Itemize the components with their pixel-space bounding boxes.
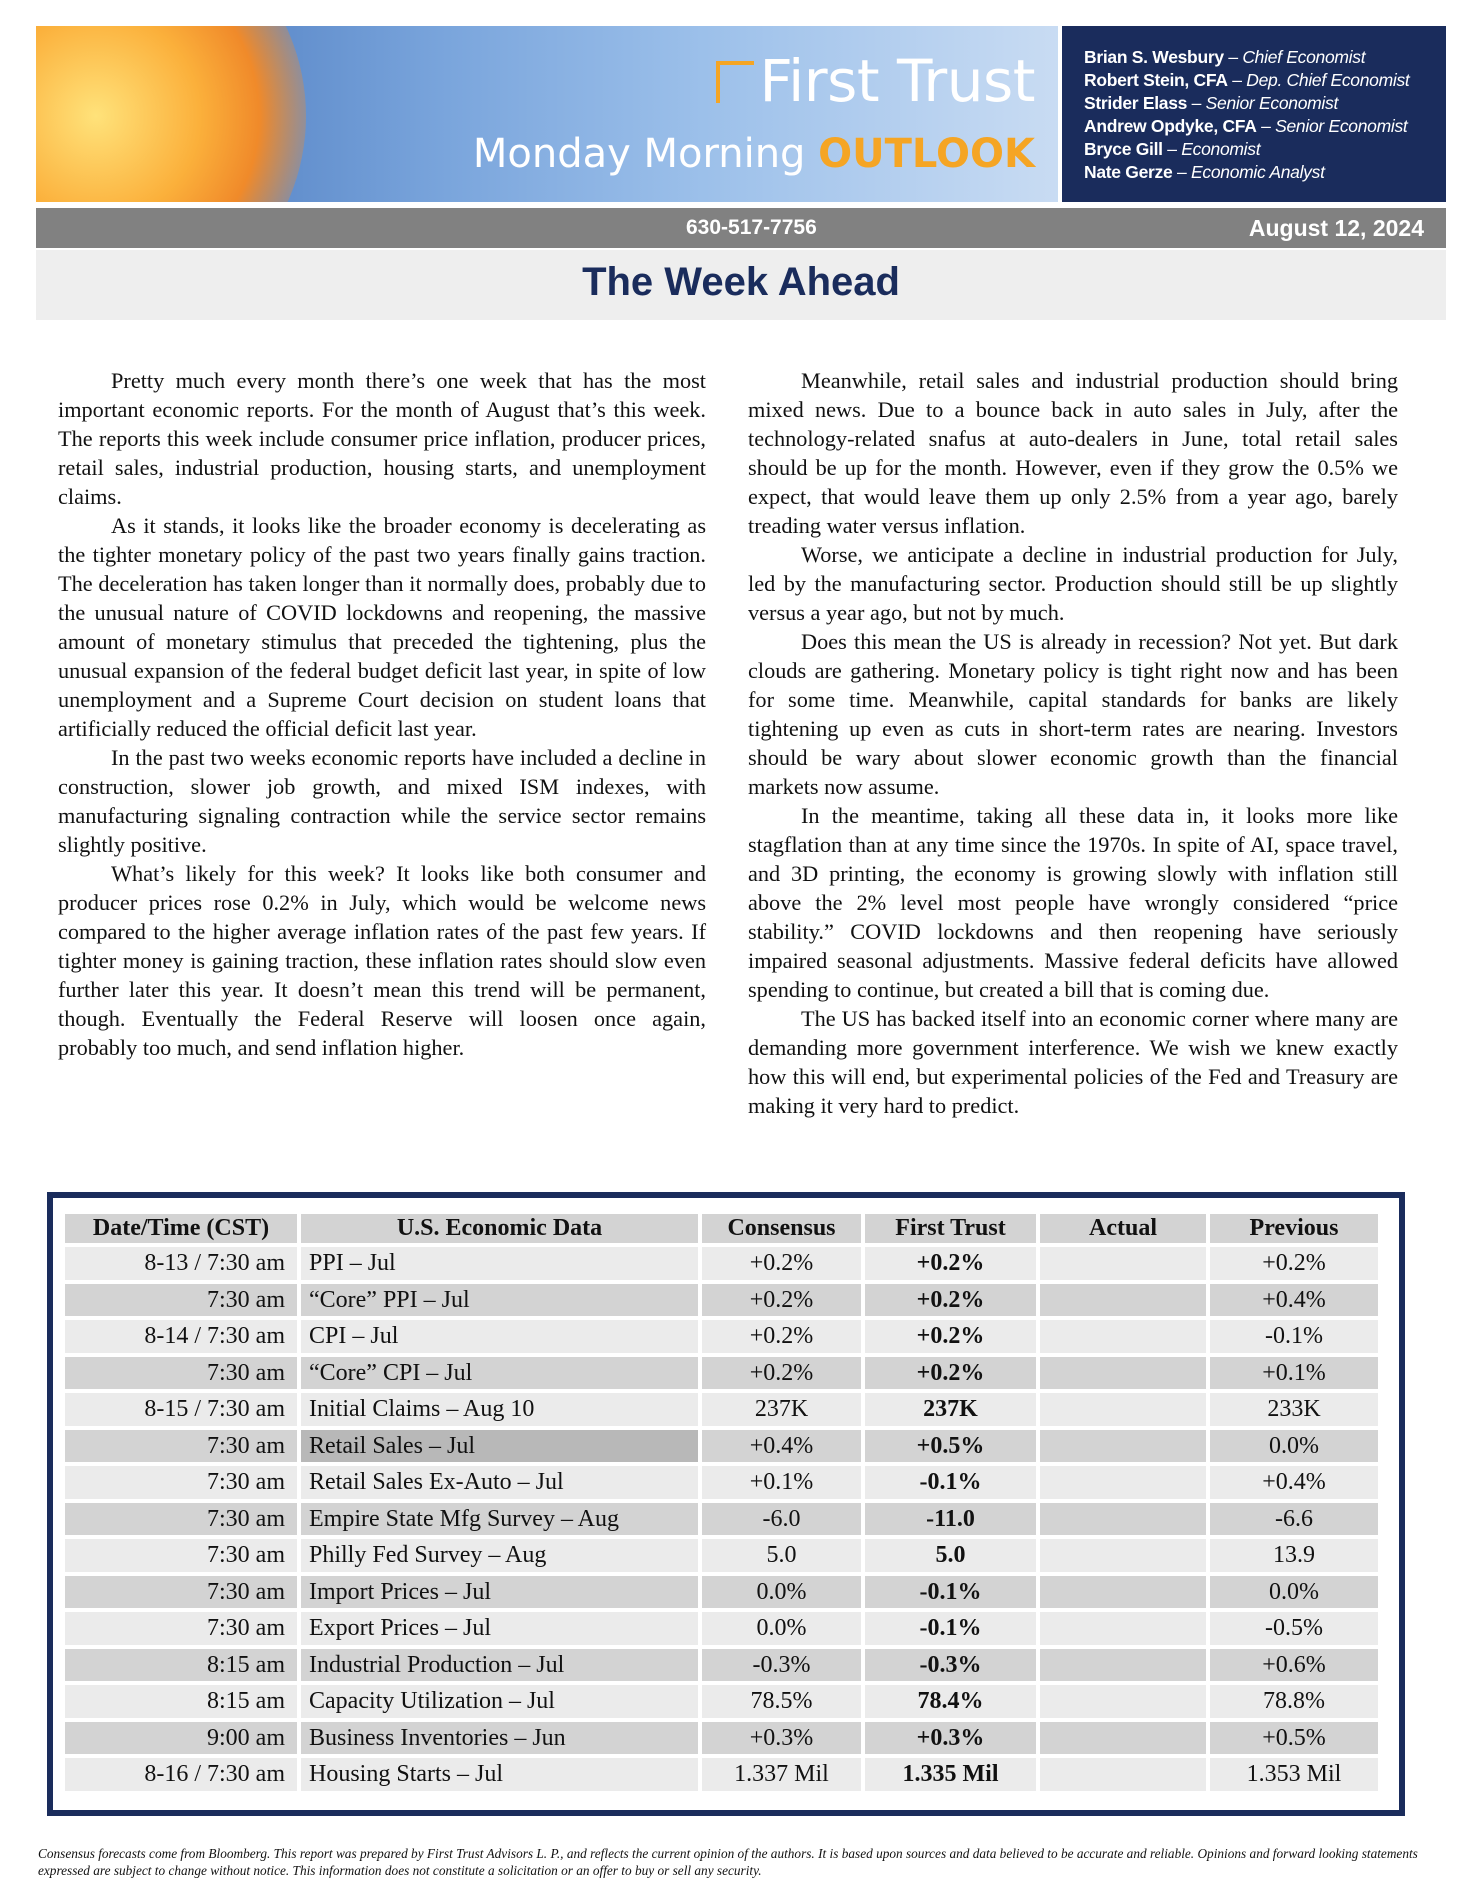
table-row	[65, 1320, 1378, 1353]
col-header-previous: Previous	[1210, 1214, 1378, 1243]
cell-first-trust: 5.0	[865, 1539, 1036, 1572]
cell-indicator: PPI – Jul	[301, 1247, 698, 1280]
cell-indicator: “Core” CPI – Jul	[301, 1357, 698, 1390]
cell-first-trust: +0.2%	[865, 1284, 1036, 1317]
page-title: The Week Ahead	[582, 260, 900, 304]
cell-datetime: 7:30 am	[65, 1284, 297, 1317]
staff-role: Senior Economist	[1275, 116, 1408, 136]
cell-previous: 233K	[1210, 1393, 1378, 1426]
staff-role: Economist	[1181, 139, 1261, 159]
cell-actual	[1040, 1503, 1206, 1536]
cell-datetime: 9:00 am	[65, 1722, 297, 1755]
cell-actual	[1040, 1649, 1206, 1682]
cell-datetime: 8-15 / 7:30 am	[65, 1393, 297, 1426]
staff-member	[1084, 115, 1446, 138]
cell-consensus: -6.0	[702, 1503, 861, 1536]
staff-name: Bryce Gill	[1084, 139, 1163, 159]
cell-datetime: 7:30 am	[65, 1430, 297, 1463]
staff-role: Economic Analyst	[1191, 162, 1325, 182]
cell-previous: +0.4%	[1210, 1466, 1378, 1499]
economic-calendar-table	[61, 1210, 1382, 1795]
cell-actual	[1040, 1466, 1206, 1499]
table-row	[65, 1430, 1378, 1463]
economic-calendar-box	[47, 1192, 1405, 1816]
cell-indicator: Import Prices – Jul	[301, 1576, 698, 1609]
table-row	[65, 1649, 1378, 1682]
header-banner	[36, 26, 1063, 202]
cell-datetime: 7:30 am	[65, 1466, 297, 1499]
cell-indicator: Initial Claims – Aug 10	[301, 1393, 698, 1426]
col-header-first-trust: First Trust	[865, 1214, 1036, 1243]
publication-name: Monday Morning OUTLOOK	[472, 131, 1035, 177]
cell-datetime: 8:15 am	[65, 1685, 297, 1718]
cell-consensus: 0.0%	[702, 1612, 861, 1645]
cell-datetime: 8:15 am	[65, 1649, 297, 1682]
table-header-row	[65, 1214, 1378, 1243]
staff-name: Robert Stein, CFA	[1084, 70, 1228, 90]
staff-role: Chief Economist	[1242, 47, 1366, 67]
col-header-data: U.S. Economic Data	[301, 1214, 698, 1243]
logo	[716, 47, 1035, 115]
disclaimer: Consensus forecasts come from Bloomberg. This report was prepared by First Trust Advisors L. P., and reflects the current opinion of the authors. It is based upon sources and data believed to be accurate and reliable. Opinions and forward looking statements expressed are subject to change without notice. This information does not constitute a solicitation or an offer to buy or sell any security.	[38, 1846, 1418, 1878]
cell-indicator: Philly Fed Survey – Aug	[301, 1539, 698, 1572]
table-row	[65, 1722, 1378, 1755]
paragraph: Meanwhile, retail sales and industrial production should bring mixed news. Due to a bounce back in auto sales in July, after the technology-related snafus at auto-dealers in June, total retail sales should be up for the month. However, even if they grow the 0.5% we expect, that would leave them up only 2.5% from a year ago, barely treading water versus inflation.	[748, 368, 1398, 538]
cell-datetime: 8-13 / 7:30 am	[65, 1247, 297, 1280]
cell-indicator: Capacity Utilization – Jul	[301, 1685, 698, 1718]
staff-role: Dep. Chief Economist	[1246, 70, 1410, 90]
cell-indicator: Business Inventories – Jun	[301, 1722, 698, 1755]
cell-previous: +0.1%	[1210, 1357, 1378, 1390]
issue-date: August 12, 2024	[1248, 215, 1424, 241]
staff-member	[1084, 161, 1446, 184]
cell-first-trust: +0.5%	[865, 1430, 1036, 1463]
paragraph: What’s likely for this week? It looks like both consumer and producer prices rose 0.2% in July, which would be welcome news compared to the higher average inflation rates of the past few years. If tighter money is gaining traction, these inflation rates should slow even further later this year. It doesn’t mean this trend will be permanent, though. Eventually the Federal Reserve will loosen once again, probably too much, and send inflation higher.	[58, 861, 706, 1060]
logo-mark-icon	[716, 61, 754, 103]
cell-consensus: 5.0	[702, 1539, 861, 1572]
cell-actual	[1040, 1320, 1206, 1353]
cell-consensus: +0.2%	[702, 1247, 861, 1280]
phone-number: 630-517-7756	[686, 216, 817, 239]
cell-datetime: 7:30 am	[65, 1576, 297, 1609]
cell-first-trust: +0.2%	[865, 1247, 1036, 1280]
cell-first-trust: -11.0	[865, 1503, 1036, 1536]
staff-member	[1084, 46, 1446, 69]
cell-previous: -6.6	[1210, 1503, 1378, 1536]
staff-separator: –	[1172, 162, 1191, 182]
cell-indicator: Retail Sales – Jul	[301, 1430, 698, 1463]
cell-actual	[1040, 1758, 1206, 1791]
table-row	[65, 1247, 1378, 1280]
cell-consensus: +0.1%	[702, 1466, 861, 1499]
cell-consensus: +0.2%	[702, 1357, 861, 1390]
cell-consensus: +0.3%	[702, 1722, 861, 1755]
cell-indicator: “Core” PPI – Jul	[301, 1284, 698, 1317]
staff-separator: –	[1187, 93, 1206, 113]
cell-datetime: 7:30 am	[65, 1612, 297, 1645]
cell-previous: +0.5%	[1210, 1722, 1378, 1755]
cell-datetime: 7:30 am	[65, 1357, 297, 1390]
col-header-datetime: Date/Time (CST)	[65, 1214, 297, 1243]
table-row	[65, 1284, 1378, 1317]
cell-first-trust: -0.1%	[865, 1612, 1036, 1645]
cell-actual	[1040, 1612, 1206, 1645]
cell-indicator: Housing Starts – Jul	[301, 1758, 698, 1791]
cell-indicator: CPI – Jul	[301, 1320, 698, 1353]
cell-datetime: 8-14 / 7:30 am	[65, 1320, 297, 1353]
paragraph: Does this mean the US is already in recession? Not yet. But dark clouds are gathering. Monetary policy is tight right now and has been for some time. Meanwhile, capital standards for banks are likely tightening up even as cuts in short-term rates are nearing. Investors should be wary about slower economic growth than the financial markets now assume.	[748, 629, 1398, 799]
table-row	[65, 1357, 1378, 1390]
paragraph: Pretty much every month there’s one week that has the most important economic reports. For the month of August that’s this week. The reports this week include consumer price inflation, producer prices, retail sales, industrial production, housing starts, and unemployment claims.	[58, 368, 706, 509]
col-header-consensus: Consensus	[702, 1214, 861, 1243]
staff-name: Strider Elass	[1084, 93, 1188, 113]
cell-indicator: Empire State Mfg Survey – Aug	[301, 1503, 698, 1536]
cell-consensus: +0.4%	[702, 1430, 861, 1463]
cell-previous: 78.8%	[1210, 1685, 1378, 1718]
table-body	[65, 1247, 1378, 1791]
cell-actual	[1040, 1430, 1206, 1463]
logo-text: First Trust	[759, 47, 1035, 115]
staff-separator: –	[1227, 70, 1247, 90]
cell-actual	[1040, 1247, 1206, 1280]
staff-separator: –	[1256, 116, 1276, 136]
cell-indicator: Retail Sales Ex-Auto – Jul	[301, 1466, 698, 1499]
cell-consensus: +0.2%	[702, 1320, 861, 1353]
table-row	[65, 1685, 1378, 1718]
staff-separator: –	[1162, 139, 1182, 159]
cell-actual	[1040, 1357, 1206, 1390]
cell-consensus: -0.3%	[702, 1649, 861, 1682]
cell-actual	[1040, 1393, 1206, 1426]
cell-consensus: +0.2%	[702, 1284, 861, 1317]
staff-name: Nate Gerze	[1084, 162, 1173, 182]
cell-datetime: 7:30 am	[65, 1503, 297, 1536]
info-bar	[36, 208, 1446, 248]
cell-actual	[1040, 1685, 1206, 1718]
cell-first-trust: 237K	[865, 1393, 1036, 1426]
paragraph: In the past two weeks economic reports have included a decline in construction, slower job growth, and mixed ISM indexes, with manufacturing signaling contraction while the service sector remains slightly positive.	[58, 745, 706, 857]
staff-separator: –	[1223, 47, 1243, 67]
cell-actual	[1040, 1722, 1206, 1755]
staff-member	[1084, 92, 1446, 115]
cell-previous: +0.4%	[1210, 1284, 1378, 1317]
cell-first-trust: 1.335 Mil	[865, 1758, 1036, 1791]
staff-name: Brian S. Wesbury	[1084, 47, 1224, 67]
paragraph: Worse, we anticipate a decline in industrial production for July, led by the manufacturing sector. Production should still be up slightly versus a year ago, but not by much.	[748, 542, 1398, 625]
cell-first-trust: +0.2%	[865, 1357, 1036, 1390]
cell-previous: +0.6%	[1210, 1649, 1378, 1682]
sunburst-graphic	[36, 26, 306, 202]
cell-indicator: Export Prices – Jul	[301, 1612, 698, 1645]
cell-previous: 13.9	[1210, 1539, 1378, 1572]
table-row	[65, 1539, 1378, 1572]
cell-first-trust: +0.2%	[865, 1320, 1036, 1353]
cell-previous: -0.1%	[1210, 1320, 1378, 1353]
cell-datetime: 7:30 am	[65, 1539, 297, 1572]
cell-previous: 1.353 Mil	[1210, 1758, 1378, 1791]
table-row	[65, 1612, 1378, 1645]
table-row	[65, 1466, 1378, 1499]
cell-consensus: 0.0%	[702, 1576, 861, 1609]
cell-consensus: 1.337 Mil	[702, 1758, 861, 1791]
cell-actual	[1040, 1576, 1206, 1609]
paragraph: In the meantime, taking all these data in, it looks more like stagflation than at any time since the 1970s. In spite of AI, space travel, and 3D printing, the economy is growing slowly with inflation still above the 2% level most people have wrongly considered “price stability.” COVID lockdowns and then reopening have seriously impaired seasonal adjustments. Massive federal deficits have allowed spending to continue, but created a bill that is coming due.	[748, 803, 1398, 1002]
cell-first-trust: +0.3%	[865, 1722, 1036, 1755]
cell-first-trust: -0.1%	[865, 1466, 1036, 1499]
cell-first-trust: -0.1%	[865, 1576, 1036, 1609]
cell-datetime: 8-16 / 7:30 am	[65, 1758, 297, 1791]
article-column-left	[58, 366, 706, 1062]
staff-member	[1084, 138, 1446, 161]
staff-role: Senior Economist	[1205, 93, 1339, 113]
table-row	[65, 1503, 1378, 1536]
cell-first-trust: 78.4%	[865, 1685, 1036, 1718]
cell-consensus: 237K	[702, 1393, 861, 1426]
paragraph: The US has backed itself into an economic corner where many are demanding more government interference. We wish we knew exactly how this will end, but experimental policies of the Fed and Treasury are making it very hard to predict.	[748, 1006, 1398, 1118]
paragraph: As it stands, it looks like the broader economy is decelerating as the tighter monetary policy of the past two years finally gains traction. The deceleration has taken longer than it normally does, probably due to the unusual nature of COVID lockdowns and reopening, the massive amount of monetary stimulus that preceded the tightening, plus the unusual expansion of the federal budget deficit last year, in spite of low unemployment and a Supreme Court decision on student loans that artificially reduced the official deficit last year.	[58, 513, 706, 741]
cell-previous: +0.2%	[1210, 1247, 1378, 1280]
table-row	[65, 1393, 1378, 1426]
cell-indicator: Industrial Production – Jul	[301, 1649, 698, 1682]
table-row	[65, 1758, 1378, 1791]
cell-previous: 0.0%	[1210, 1430, 1378, 1463]
cell-actual	[1040, 1539, 1206, 1572]
cell-consensus: 78.5%	[702, 1685, 861, 1718]
cell-previous: 0.0%	[1210, 1576, 1378, 1609]
cell-actual	[1040, 1284, 1206, 1317]
cell-first-trust: -0.3%	[865, 1649, 1036, 1682]
title-box	[36, 250, 1446, 320]
table-row	[65, 1576, 1378, 1609]
staff-list	[1058, 26, 1446, 202]
article-column-right	[748, 366, 1398, 1120]
staff-name: Andrew Opdyke, CFA	[1084, 116, 1257, 136]
col-header-actual: Actual	[1040, 1214, 1206, 1243]
staff-member	[1084, 69, 1446, 92]
cell-previous: -0.5%	[1210, 1612, 1378, 1645]
